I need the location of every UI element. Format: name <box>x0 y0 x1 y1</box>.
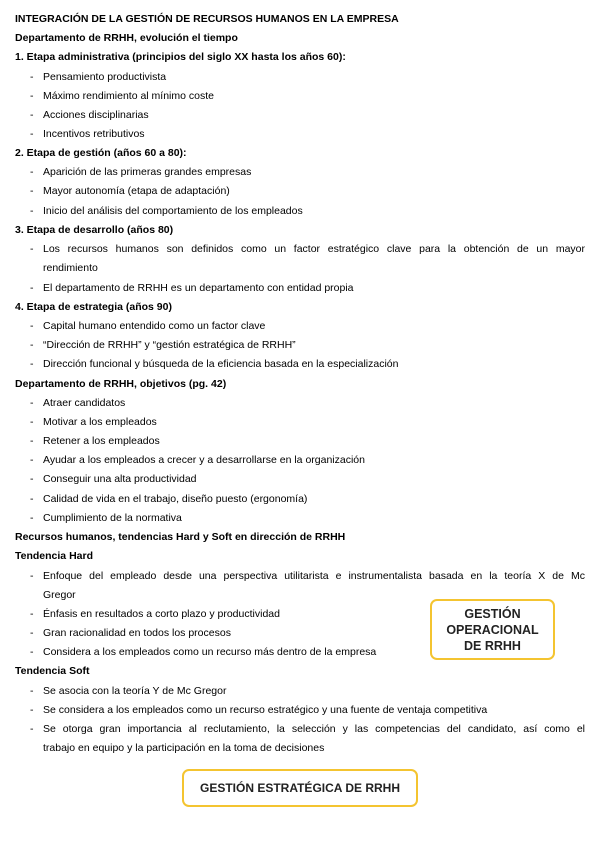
bullet-marker: - <box>30 185 34 197</box>
bullet-marker: - <box>30 723 34 735</box>
bullet-marker: - <box>30 397 34 409</box>
list-item-continuation: rendimiento <box>43 262 98 274</box>
list-item: Considera a los empleados como un recurso más dentro de la empresa <box>43 646 377 658</box>
bullet-marker: - <box>30 320 34 332</box>
stage4-heading: 4. Etapa de estrategia (años 90) <box>15 301 172 313</box>
list-item: Máximo rendimiento al mínimo coste <box>43 90 214 102</box>
bullet-marker: - <box>30 358 34 370</box>
hard-trend-heading: Tendencia Hard <box>15 550 93 562</box>
bullet-marker: - <box>30 473 34 485</box>
bullet-marker: - <box>30 109 34 121</box>
box-line: OPERACIONAL <box>446 622 539 637</box>
list-item: Calidad de vida en el trabajo, diseño puesto (ergonomía) <box>43 493 308 505</box>
bullet-marker: - <box>30 704 34 716</box>
list-item: Enfoque del empleado desde una perspectiva utilitarista e instrumentalista basada en la teoría X de Mc <box>43 570 585 582</box>
list-item: El departamento de RRHH es un departamento con entidad propia <box>43 282 354 294</box>
list-item-continuation: trabajo en equipo y la participación en la toma de decisiones <box>43 742 325 754</box>
trends-heading: Recursos humanos, tendencias Hard y Soft en dirección de RRHH <box>15 531 346 543</box>
bullet-marker: - <box>30 493 34 505</box>
list-item: Atraer candidatos <box>43 397 126 409</box>
bullet-marker: - <box>30 646 34 658</box>
objectives-heading: Departamento de RRHH, objetivos (pg. 42) <box>15 378 227 390</box>
stage2-heading: 2. Etapa de gestión (años 60 a 80): <box>15 147 187 159</box>
box-line: GESTIÓN <box>464 606 521 621</box>
list-item: Dirección funcional y búsqueda de la eficiencia basada en la especialización <box>43 358 399 370</box>
operational-hr-box <box>430 599 555 660</box>
list-item: Incentivos retributivos <box>43 128 145 140</box>
stage3-heading: 3. Etapa de desarrollo (años 80) <box>15 224 174 236</box>
bullet-marker: - <box>30 454 34 466</box>
bullet-marker: - <box>30 128 34 140</box>
box-label: GESTIÓN ESTRATÉGICA DE RRHH <box>199 781 400 795</box>
list-item: Retener a los empleados <box>43 435 160 447</box>
list-item: Acciones disciplinarias <box>43 109 149 121</box>
list-item: Inicio del análisis del comportamiento de los empleados <box>43 205 303 217</box>
soft-trend-heading: Tendencia Soft <box>15 665 90 677</box>
bullet-marker: - <box>30 608 34 620</box>
list-item: Aparición de las primeras grandes empresas <box>43 166 252 178</box>
list-item: Conseguir una alta productividad <box>43 473 197 485</box>
list-item: Pensamiento productivista <box>43 71 167 83</box>
list-item: Se asocia con la teoría Y de Mc Gregor <box>43 685 227 697</box>
list-item-continuation: Gregor <box>43 589 76 601</box>
section-heading-evolution: Departamento de RRHH, evolución el tiempo <box>15 32 238 44</box>
bullet-marker: - <box>30 512 34 524</box>
bullet-marker: - <box>30 166 34 178</box>
list-item: Ayudar a los empleados a crecer y a desarrollarse en la organización <box>43 454 365 466</box>
list-item: Se considera a los empleados como un recurso estratégico y una fuente de ventaja competitiva <box>43 704 488 716</box>
bullet-marker: - <box>30 205 34 217</box>
box-line: DE RRHH <box>464 638 521 653</box>
list-item: “Dirección de RRHH” y “gestión estratégica de RRHH” <box>43 339 296 351</box>
bullet-marker: - <box>30 685 34 697</box>
list-item: Los recursos humanos son definidos como un factor estratégico clave para la obtención de un mayor <box>43 243 585 255</box>
list-item: Gran racionalidad en todos los procesos <box>43 627 231 639</box>
list-item: Mayor autonomía (etapa de adaptación) <box>43 185 230 197</box>
bullet-marker: - <box>30 282 34 294</box>
list-item: Se otorga gran importancia al reclutamiento, la selección y las competencias del candidato, así como el <box>43 723 585 735</box>
list-item: Motivar a los empleados <box>43 416 157 428</box>
bullet-marker: - <box>30 570 34 582</box>
stage1-heading: 1. Etapa administrativa (principios del siglo XX hasta los años 60): <box>15 51 346 63</box>
bullet-marker: - <box>30 435 34 447</box>
bullet-marker: - <box>30 90 34 102</box>
strategic-hr-box <box>182 769 418 807</box>
bullet-marker: - <box>30 243 34 255</box>
list-item: Capital humano entendido como un factor clave <box>43 320 266 332</box>
bullet-marker: - <box>30 71 34 83</box>
document-title: INTEGRACIÓN DE LA GESTIÓN DE RECURSOS HUMANOS EN LA EMPRESA <box>15 13 399 25</box>
bullet-marker: - <box>30 339 34 351</box>
bullet-marker: - <box>30 416 34 428</box>
list-item: Énfasis en resultados a corto plazo y productividad <box>43 608 280 620</box>
bullet-marker: - <box>30 627 34 639</box>
list-item: Cumplimiento de la normativa <box>43 512 182 524</box>
